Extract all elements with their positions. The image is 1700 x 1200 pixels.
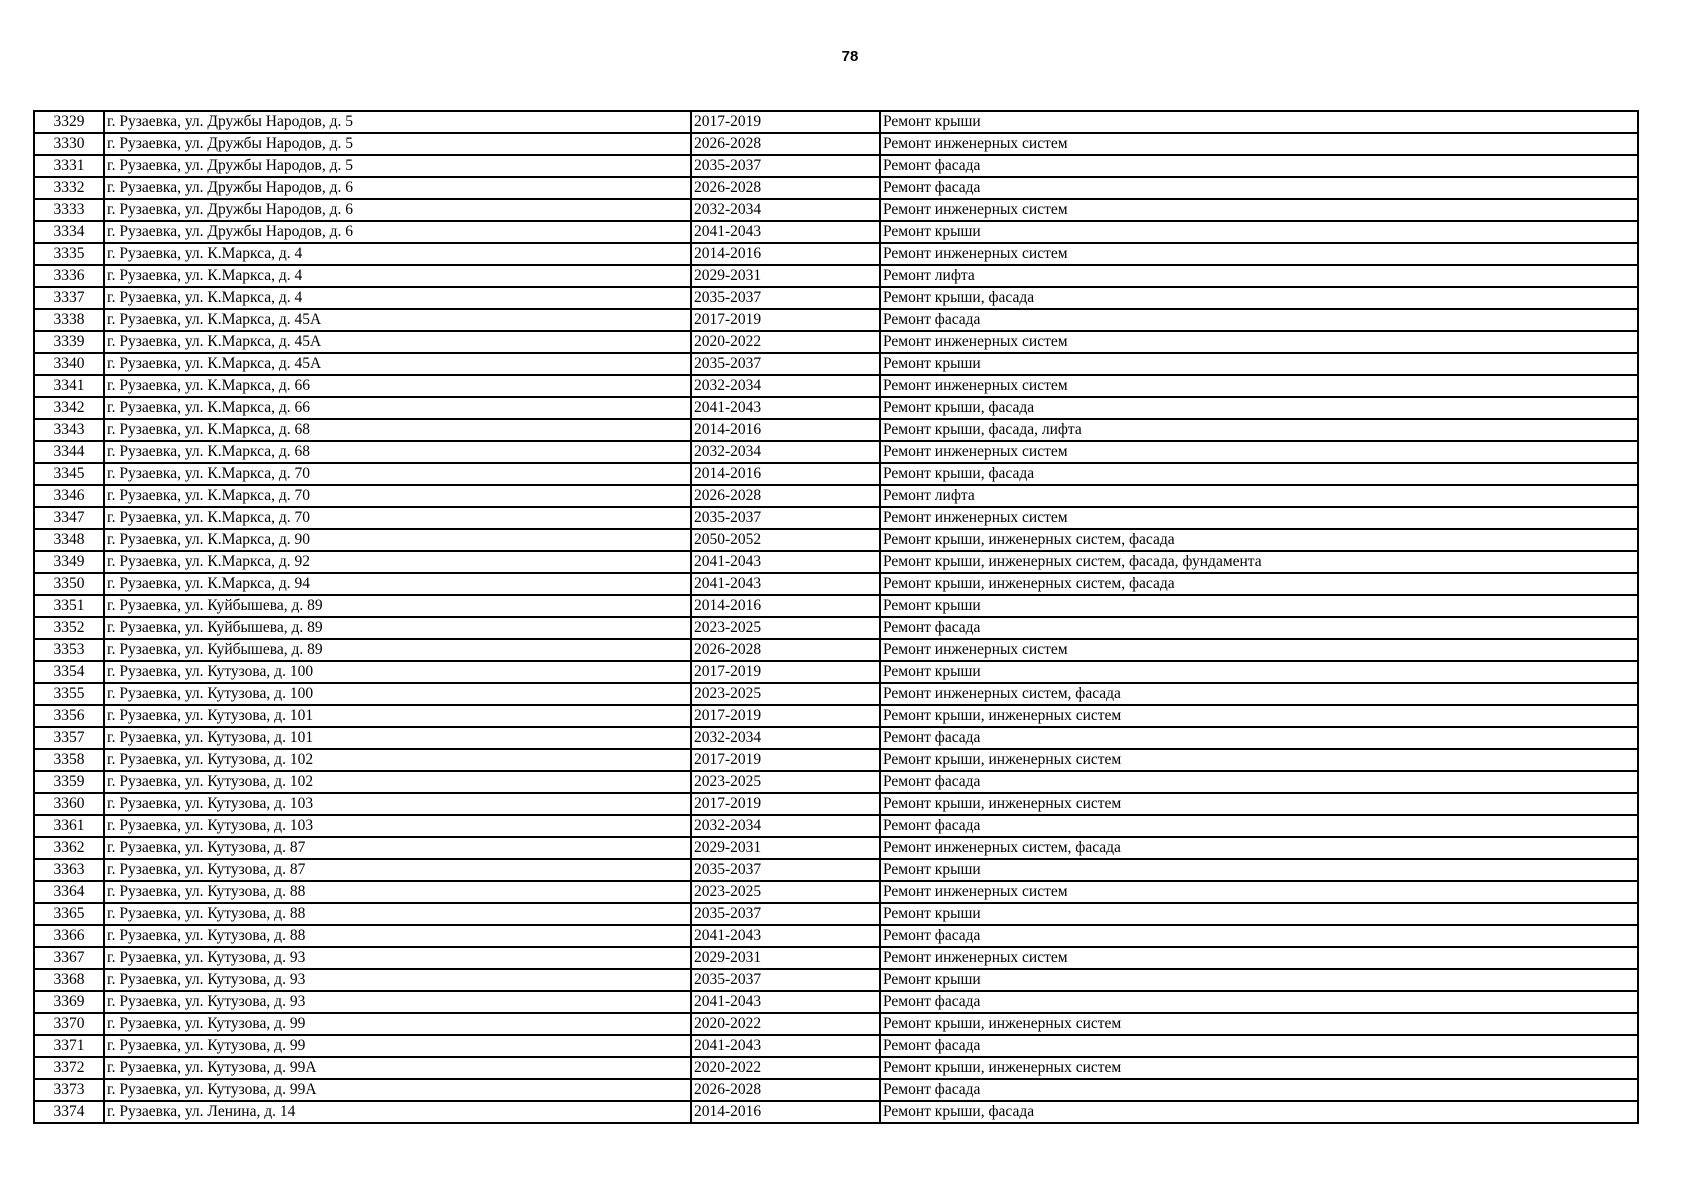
row-address: г. Рузаевка, ул. Кутузова, д. 100 xyxy=(104,661,691,683)
row-address: г. Рузаевка, ул. К.Маркса, д. 68 xyxy=(104,419,691,441)
row-number: 3355 xyxy=(34,683,104,705)
table-row xyxy=(34,441,1638,463)
row-number: 3343 xyxy=(34,419,104,441)
row-work-type: Ремонт крыши, инженерных систем xyxy=(880,793,1638,815)
table-row xyxy=(34,133,1638,155)
row-work-type: Ремонт крыши, фасада, лифта xyxy=(880,419,1638,441)
table-row xyxy=(34,353,1638,375)
row-work-type: Ремонт фасада xyxy=(880,309,1638,331)
row-period: 2041-2043 xyxy=(691,573,880,595)
row-work-type: Ремонт крыши xyxy=(880,595,1638,617)
row-work-type: Ремонт крыши, инженерных систем xyxy=(880,1057,1638,1079)
table-row xyxy=(34,903,1638,925)
row-number: 3372 xyxy=(34,1057,104,1079)
row-work-type: Ремонт крыши, инженерных систем, фасада xyxy=(880,573,1638,595)
row-work-type: Ремонт фасада xyxy=(880,925,1638,947)
row-address: г. Рузаевка, ул. К.Маркса, д. 94 xyxy=(104,573,691,595)
row-work-type: Ремонт инженерных систем, фасада xyxy=(880,683,1638,705)
row-address: г. Рузаевка, ул. К.Маркса, д. 45А xyxy=(104,309,691,331)
row-number: 3374 xyxy=(34,1101,104,1123)
row-work-type: Ремонт инженерных систем xyxy=(880,133,1638,155)
row-address: г. Рузаевка, ул. Кутузова, д. 88 xyxy=(104,925,691,947)
row-period: 2035-2037 xyxy=(691,353,880,375)
row-work-type: Ремонт лифта xyxy=(880,485,1638,507)
table-row xyxy=(34,551,1638,573)
row-period: 2023-2025 xyxy=(691,881,880,903)
row-address: г. Рузаевка, ул. Кутузова, д. 88 xyxy=(104,903,691,925)
table-row xyxy=(34,221,1638,243)
row-work-type: Ремонт инженерных систем xyxy=(880,881,1638,903)
row-address: г. Рузаевка, ул. Дружбы Народов, д. 5 xyxy=(104,155,691,177)
row-number: 3335 xyxy=(34,243,104,265)
row-address: г. Рузаевка, ул. Дружбы Народов, д. 6 xyxy=(104,177,691,199)
row-address: г. Рузаевка, ул. Кутузова, д. 99 xyxy=(104,1013,691,1035)
table-row xyxy=(34,969,1638,991)
table-row xyxy=(34,529,1638,551)
row-period: 2035-2037 xyxy=(691,969,880,991)
row-period: 2035-2037 xyxy=(691,859,880,881)
row-work-type: Ремонт крыши, инженерных систем xyxy=(880,705,1638,727)
table-row xyxy=(34,485,1638,507)
row-address: г. Рузаевка, ул. Кутузова, д. 93 xyxy=(104,969,691,991)
row-period: 2041-2043 xyxy=(691,991,880,1013)
row-number: 3332 xyxy=(34,177,104,199)
table-row xyxy=(34,177,1638,199)
row-address: г. Рузаевка, ул. Кутузова, д. 102 xyxy=(104,771,691,793)
table-row xyxy=(34,331,1638,353)
row-period: 2023-2025 xyxy=(691,683,880,705)
row-address: г. Рузаевка, ул. К.Маркса, д. 66 xyxy=(104,375,691,397)
row-period: 2017-2019 xyxy=(691,309,880,331)
row-period: 2035-2037 xyxy=(691,287,880,309)
table-row xyxy=(34,859,1638,881)
row-period: 2020-2022 xyxy=(691,1057,880,1079)
row-work-type: Ремонт фасада xyxy=(880,155,1638,177)
table-row xyxy=(34,661,1638,683)
row-number: 3340 xyxy=(34,353,104,375)
row-work-type: Ремонт крыши xyxy=(880,859,1638,881)
table-row xyxy=(34,639,1638,661)
row-period: 2026-2028 xyxy=(691,485,880,507)
row-work-type: Ремонт инженерных систем xyxy=(880,331,1638,353)
repair-schedule-table xyxy=(33,110,1639,1124)
row-number: 3330 xyxy=(34,133,104,155)
row-number: 3368 xyxy=(34,969,104,991)
table-row xyxy=(34,1101,1638,1123)
table-row xyxy=(34,397,1638,419)
row-work-type: Ремонт крыши, фасада xyxy=(880,287,1638,309)
row-number: 3347 xyxy=(34,507,104,529)
table-row xyxy=(34,265,1638,287)
row-work-type: Ремонт крыши xyxy=(880,353,1638,375)
row-work-type: Ремонт крыши xyxy=(880,661,1638,683)
row-number: 3348 xyxy=(34,529,104,551)
row-work-type: Ремонт крыши, инженерных систем xyxy=(880,1013,1638,1035)
row-period: 2017-2019 xyxy=(691,793,880,815)
row-number: 3360 xyxy=(34,793,104,815)
table-row xyxy=(34,573,1638,595)
table-row xyxy=(34,111,1638,133)
row-address: г. Рузаевка, ул. Кутузова, д. 101 xyxy=(104,727,691,749)
row-address: г. Рузаевка, ул. Ленина, д. 14 xyxy=(104,1101,691,1123)
row-address: г. Рузаевка, ул. Кутузова, д. 93 xyxy=(104,947,691,969)
row-work-type: Ремонт фасада xyxy=(880,1035,1638,1057)
row-work-type: Ремонт крыши xyxy=(880,221,1638,243)
row-work-type: Ремонт фасада xyxy=(880,727,1638,749)
row-address: г. Рузаевка, ул. Кутузова, д. 100 xyxy=(104,683,691,705)
row-period: 2023-2025 xyxy=(691,617,880,639)
row-number: 3358 xyxy=(34,749,104,771)
table-row xyxy=(34,199,1638,221)
row-address: г. Рузаевка, ул. Куйбышева, д. 89 xyxy=(104,639,691,661)
row-address: г. Рузаевка, ул. Кутузова, д. 99А xyxy=(104,1057,691,1079)
row-address: г. Рузаевка, ул. К.Маркса, д. 90 xyxy=(104,529,691,551)
row-address: г. Рузаевка, ул. Куйбышева, д. 89 xyxy=(104,595,691,617)
row-work-type: Ремонт крыши, фасада xyxy=(880,1101,1638,1123)
row-address: г. Рузаевка, ул. К.Маркса, д. 4 xyxy=(104,243,691,265)
row-work-type: Ремонт крыши, инженерных систем, фасада xyxy=(880,529,1638,551)
table-row xyxy=(34,991,1638,1013)
row-number: 3363 xyxy=(34,859,104,881)
row-address: г. Рузаевка, ул. К.Маркса, д. 92 xyxy=(104,551,691,573)
row-number: 3353 xyxy=(34,639,104,661)
row-period: 2014-2016 xyxy=(691,419,880,441)
table-row xyxy=(34,705,1638,727)
row-number: 3337 xyxy=(34,287,104,309)
row-address: г. Рузаевка, ул. Дружбы Народов, д. 6 xyxy=(104,199,691,221)
row-work-type: Ремонт инженерных систем xyxy=(880,947,1638,969)
row-address: г. Рузаевка, ул. Кутузова, д. 93 xyxy=(104,991,691,1013)
row-period: 2041-2043 xyxy=(691,221,880,243)
row-work-type: Ремонт фасада xyxy=(880,771,1638,793)
row-address: г. Рузаевка, ул. К.Маркса, д. 45А xyxy=(104,353,691,375)
row-number: 3336 xyxy=(34,265,104,287)
row-address: г. Рузаевка, ул. Куйбышева, д. 89 xyxy=(104,617,691,639)
table-row xyxy=(34,617,1638,639)
row-period: 2017-2019 xyxy=(691,111,880,133)
row-number: 3334 xyxy=(34,221,104,243)
row-number: 3356 xyxy=(34,705,104,727)
row-work-type: Ремонт инженерных систем xyxy=(880,243,1638,265)
row-work-type: Ремонт инженерных систем xyxy=(880,375,1638,397)
table-row xyxy=(34,1057,1638,1079)
row-period: 2014-2016 xyxy=(691,243,880,265)
row-work-type: Ремонт крыши xyxy=(880,111,1638,133)
row-number: 3361 xyxy=(34,815,104,837)
row-address: г. Рузаевка, ул. Кутузова, д. 103 xyxy=(104,793,691,815)
row-work-type: Ремонт крыши xyxy=(880,969,1638,991)
row-number: 3331 xyxy=(34,155,104,177)
row-period: 2026-2028 xyxy=(691,133,880,155)
row-address: г. Рузаевка, ул. Кутузова, д. 103 xyxy=(104,815,691,837)
row-period: 2014-2016 xyxy=(691,1101,880,1123)
row-period: 2017-2019 xyxy=(691,661,880,683)
row-period: 2029-2031 xyxy=(691,265,880,287)
row-period: 2041-2043 xyxy=(691,1035,880,1057)
row-number: 3333 xyxy=(34,199,104,221)
table-row xyxy=(34,287,1638,309)
row-address: г. Рузаевка, ул. Кутузова, д. 87 xyxy=(104,837,691,859)
page-number: 78 xyxy=(841,48,859,65)
row-work-type: Ремонт фасада xyxy=(880,1079,1638,1101)
row-period: 2032-2034 xyxy=(691,441,880,463)
row-period: 2035-2037 xyxy=(691,903,880,925)
row-number: 3364 xyxy=(34,881,104,903)
table-row xyxy=(34,243,1638,265)
table-row xyxy=(34,881,1638,903)
table-row xyxy=(34,749,1638,771)
row-period: 2035-2037 xyxy=(691,507,880,529)
row-period: 2014-2016 xyxy=(691,595,880,617)
row-period: 2032-2034 xyxy=(691,199,880,221)
row-period: 2029-2031 xyxy=(691,947,880,969)
row-number: 3342 xyxy=(34,397,104,419)
row-work-type: Ремонт фасада xyxy=(880,177,1638,199)
row-work-type: Ремонт фасада xyxy=(880,815,1638,837)
row-number: 3357 xyxy=(34,727,104,749)
row-address: г. Рузаевка, ул. К.Маркса, д. 4 xyxy=(104,265,691,287)
table-row xyxy=(34,507,1638,529)
row-period: 2023-2025 xyxy=(691,771,880,793)
row-address: г. Рузаевка, ул. Кутузова, д. 88 xyxy=(104,881,691,903)
row-address: г. Рузаевка, ул. Кутузова, д. 99А xyxy=(104,1079,691,1101)
row-address: г. Рузаевка, ул. К.Маркса, д. 70 xyxy=(104,485,691,507)
row-number: 3366 xyxy=(34,925,104,947)
row-period: 2014-2016 xyxy=(691,463,880,485)
table-row xyxy=(34,419,1638,441)
row-number: 3345 xyxy=(34,463,104,485)
row-number: 3346 xyxy=(34,485,104,507)
row-number: 3339 xyxy=(34,331,104,353)
row-number: 3359 xyxy=(34,771,104,793)
table-row xyxy=(34,309,1638,331)
row-work-type: Ремонт лифта xyxy=(880,265,1638,287)
table-row xyxy=(34,1013,1638,1035)
row-work-type: Ремонт инженерных систем xyxy=(880,507,1638,529)
table-row xyxy=(34,727,1638,749)
row-work-type: Ремонт крыши, инженерных систем, фасада, фундамента xyxy=(880,551,1638,573)
row-period: 2026-2028 xyxy=(691,177,880,199)
row-period: 2041-2043 xyxy=(691,551,880,573)
row-work-type: Ремонт инженерных систем, фасада xyxy=(880,837,1638,859)
table-row xyxy=(34,925,1638,947)
row-number: 3329 xyxy=(34,111,104,133)
row-address: г. Рузаевка, ул. К.Маркса, д. 70 xyxy=(104,463,691,485)
row-work-type: Ремонт крыши, фасада xyxy=(880,397,1638,419)
row-number: 3373 xyxy=(34,1079,104,1101)
row-period: 2032-2034 xyxy=(691,815,880,837)
row-period: 2017-2019 xyxy=(691,749,880,771)
row-period: 2026-2028 xyxy=(691,1079,880,1101)
table-row xyxy=(34,155,1638,177)
row-address: г. Рузаевка, ул. Дружбы Народов, д. 5 xyxy=(104,133,691,155)
row-address: г. Рузаевка, ул. К.Маркса, д. 70 xyxy=(104,507,691,529)
row-address: г. Рузаевка, ул. К.Маркса, д. 68 xyxy=(104,441,691,463)
row-period: 2017-2019 xyxy=(691,705,880,727)
row-number: 3365 xyxy=(34,903,104,925)
row-address: г. Рузаевка, ул. Дружбы Народов, д. 5 xyxy=(104,111,691,133)
table-row xyxy=(34,793,1638,815)
row-work-type: Ремонт инженерных систем xyxy=(880,441,1638,463)
table-body xyxy=(34,111,1638,1123)
row-address: г. Рузаевка, ул. К.Маркса, д. 4 xyxy=(104,287,691,309)
row-number: 3350 xyxy=(34,573,104,595)
row-number: 3349 xyxy=(34,551,104,573)
row-period: 2032-2034 xyxy=(691,727,880,749)
row-number: 3341 xyxy=(34,375,104,397)
row-address: г. Рузаевка, ул. Дружбы Народов, д. 6 xyxy=(104,221,691,243)
table-row xyxy=(34,837,1638,859)
row-address: г. Рузаевка, ул. Кутузова, д. 99 xyxy=(104,1035,691,1057)
row-work-type: Ремонт инженерных систем xyxy=(880,199,1638,221)
row-work-type: Ремонт крыши, фасада xyxy=(880,463,1638,485)
row-period: 2041-2043 xyxy=(691,397,880,419)
row-work-type: Ремонт фасада xyxy=(880,991,1638,1013)
row-address: г. Рузаевка, ул. Кутузова, д. 101 xyxy=(104,705,691,727)
row-period: 2035-2037 xyxy=(691,155,880,177)
row-address: г. Рузаевка, ул. Кутузова, д. 87 xyxy=(104,859,691,881)
table-row xyxy=(34,1079,1638,1101)
row-period: 2020-2022 xyxy=(691,331,880,353)
row-number: 3370 xyxy=(34,1013,104,1035)
row-period: 2026-2028 xyxy=(691,639,880,661)
row-period: 2032-2034 xyxy=(691,375,880,397)
row-period: 2050-2052 xyxy=(691,529,880,551)
table-row xyxy=(34,375,1638,397)
row-number: 3352 xyxy=(34,617,104,639)
row-number: 3354 xyxy=(34,661,104,683)
row-address: г. Рузаевка, ул. Кутузова, д. 102 xyxy=(104,749,691,771)
table-row xyxy=(34,683,1638,705)
row-address: г. Рузаевка, ул. К.Маркса, д. 45А xyxy=(104,331,691,353)
table-row xyxy=(34,947,1638,969)
row-work-type: Ремонт крыши xyxy=(880,903,1638,925)
table-row xyxy=(34,1035,1638,1057)
row-work-type: Ремонт крыши, инженерных систем xyxy=(880,749,1638,771)
row-number: 3367 xyxy=(34,947,104,969)
row-number: 3362 xyxy=(34,837,104,859)
table-row xyxy=(34,463,1638,485)
table-row xyxy=(34,815,1638,837)
table-row xyxy=(34,771,1638,793)
row-number: 3371 xyxy=(34,1035,104,1057)
row-number: 3351 xyxy=(34,595,104,617)
row-work-type: Ремонт инженерных систем xyxy=(880,639,1638,661)
row-number: 3369 xyxy=(34,991,104,1013)
row-work-type: Ремонт фасада xyxy=(880,617,1638,639)
row-period: 2020-2022 xyxy=(691,1013,880,1035)
row-address: г. Рузаевка, ул. К.Маркса, д. 66 xyxy=(104,397,691,419)
row-period: 2029-2031 xyxy=(691,837,880,859)
table-row xyxy=(34,595,1638,617)
row-number: 3338 xyxy=(34,309,104,331)
row-number: 3344 xyxy=(34,441,104,463)
row-period: 2041-2043 xyxy=(691,925,880,947)
